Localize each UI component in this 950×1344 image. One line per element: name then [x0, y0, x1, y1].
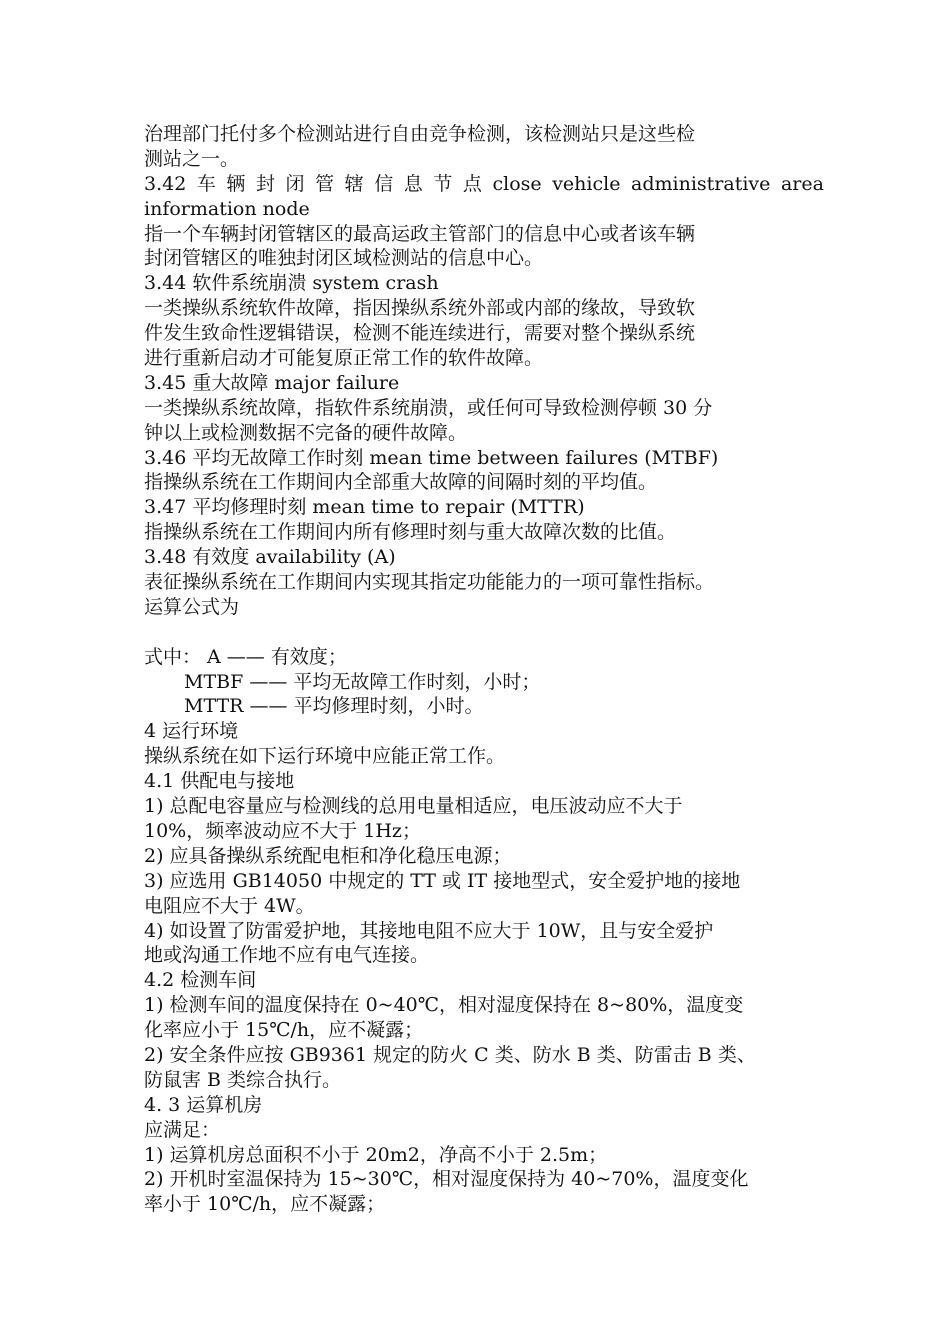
text-line: 地或沟通工作地不应有电气连接。 — [144, 944, 430, 967]
text-line: 一类操纵系统故障，指软件系统崩溃，或任何可导致检测停顿 30 分 — [144, 396, 713, 419]
text-line: 操纵系统在如下运行环境中应能正常工作。 — [144, 745, 506, 768]
formula-legend-line: MTTR —— 平均修理时刻，小时。 — [184, 695, 484, 718]
section-heading: 4. 3 运算机房 — [144, 1093, 263, 1116]
text-line: 防鼠害 B 类综合执行。 — [144, 1068, 342, 1091]
section-heading-3-42: 3.42 车 辆 封 闭 管 辖 信 息 节 点 close vehicle administrative area — [144, 172, 824, 195]
text-line: 电阻应不大于 4W。 — [144, 894, 315, 917]
text-line: 一类操纵系统软件故障，指因操纵系统外部或内部的缘故，导致软 — [144, 297, 696, 320]
text-line: 进行重新启动才可能复原正常工作的软件故障。 — [144, 347, 544, 370]
text-line: 指操纵系统在工作期间内所有修理时刻与重大故障次数的比值。 — [144, 521, 677, 544]
section-heading: 3.45 重大故障 major failure — [144, 371, 400, 394]
formula-placeholder — [144, 620, 824, 645]
document-page — [144, 122, 824, 1217]
section-heading: 4.2 检测车间 — [144, 969, 257, 992]
section-heading: 3.46 平均无故障工作时刻 mean time between failures (MTBF) — [144, 446, 719, 469]
text-line: 测站之一。 — [144, 147, 240, 170]
text-line: 2) 开机时室温保持为 15~30℃，相对湿度保持为 40~70%，温度变化 — [144, 1168, 749, 1191]
text-line: 表征操纵系统在工作期间内实现其指定功能能力的一项可靠性指标。 — [144, 571, 715, 594]
text-line: information node — [144, 197, 310, 220]
section-heading: 4.1 供配电与接地 — [144, 770, 295, 793]
text-line: 指操纵系统在工作期间内全部重大故障的间隔时刻的平均值。 — [144, 471, 658, 494]
text-line: 2) 应具备操纵系统配电柜和净化稳压电源； — [144, 844, 512, 867]
text-line: 应满足： — [144, 1118, 221, 1141]
text-line: 1) 检测车间的温度保持在 0~40℃，相对湿度保持在 8~80%，温度变 — [144, 994, 744, 1017]
text-line: 钟以上或检测数据不完备的硬件故障。 — [144, 421, 468, 444]
text-line: 化率应小于 15℃/h，应不凝露； — [144, 1019, 424, 1042]
text-line: 指一个车辆封闭管辖区的最高运政主管部门的信息中心或者该车辆 — [144, 222, 696, 245]
formula-legend-line: 式中： A —— 有效度； — [144, 645, 347, 668]
text-line: 封闭管辖区的唯独封闭区域检测站的信息中心。 — [144, 247, 544, 270]
section-heading: 4 运行环境 — [144, 720, 239, 743]
text-line: 2) 安全条件应按 GB9361 规定的防火 C 类、防水 B 类、防雷击 B 类、 — [144, 1043, 756, 1066]
section-heading: 3.44 软件系统崩溃 system crash — [144, 272, 439, 295]
text-line: 3) 应选用 GB14050 中规定的 TT 或 IT 接地型式，安全爱护地的接地 — [144, 869, 741, 892]
text-line: 1) 总配电容量应与检测线的总用电量相适应，电压波动应不大于 — [144, 795, 683, 818]
text-line: 运算公式为 — [144, 595, 240, 618]
text-line: 4) 如设置了防雷爱护地，其接地电阻不应大于 10W，且与安全爱护 — [144, 919, 714, 942]
section-heading: 3.48 有效度 availability (A) — [144, 546, 396, 569]
text-line: 治理部门托付多个检测站进行自由竞争检测，该检测站只是这些检 — [144, 123, 696, 145]
section-heading: 3.47 平均修理时刻 mean time to repair (MTTR) — [144, 496, 585, 519]
text-line: 率小于 10℃/h，应不凝露； — [144, 1193, 386, 1216]
formula-legend-line: MTBF —— 平均无故障工作时刻，小时； — [184, 670, 541, 693]
text-line: 10%，频率波动应不大于 1Hz； — [144, 819, 421, 842]
text-line: 1) 运算机房总面积不小于 20m2，净高不小于 2.5m； — [144, 1143, 608, 1166]
text-line: 件发生致命性逻辑错误，检测不能连续进行，需要对整个操纵系统 — [144, 322, 696, 345]
